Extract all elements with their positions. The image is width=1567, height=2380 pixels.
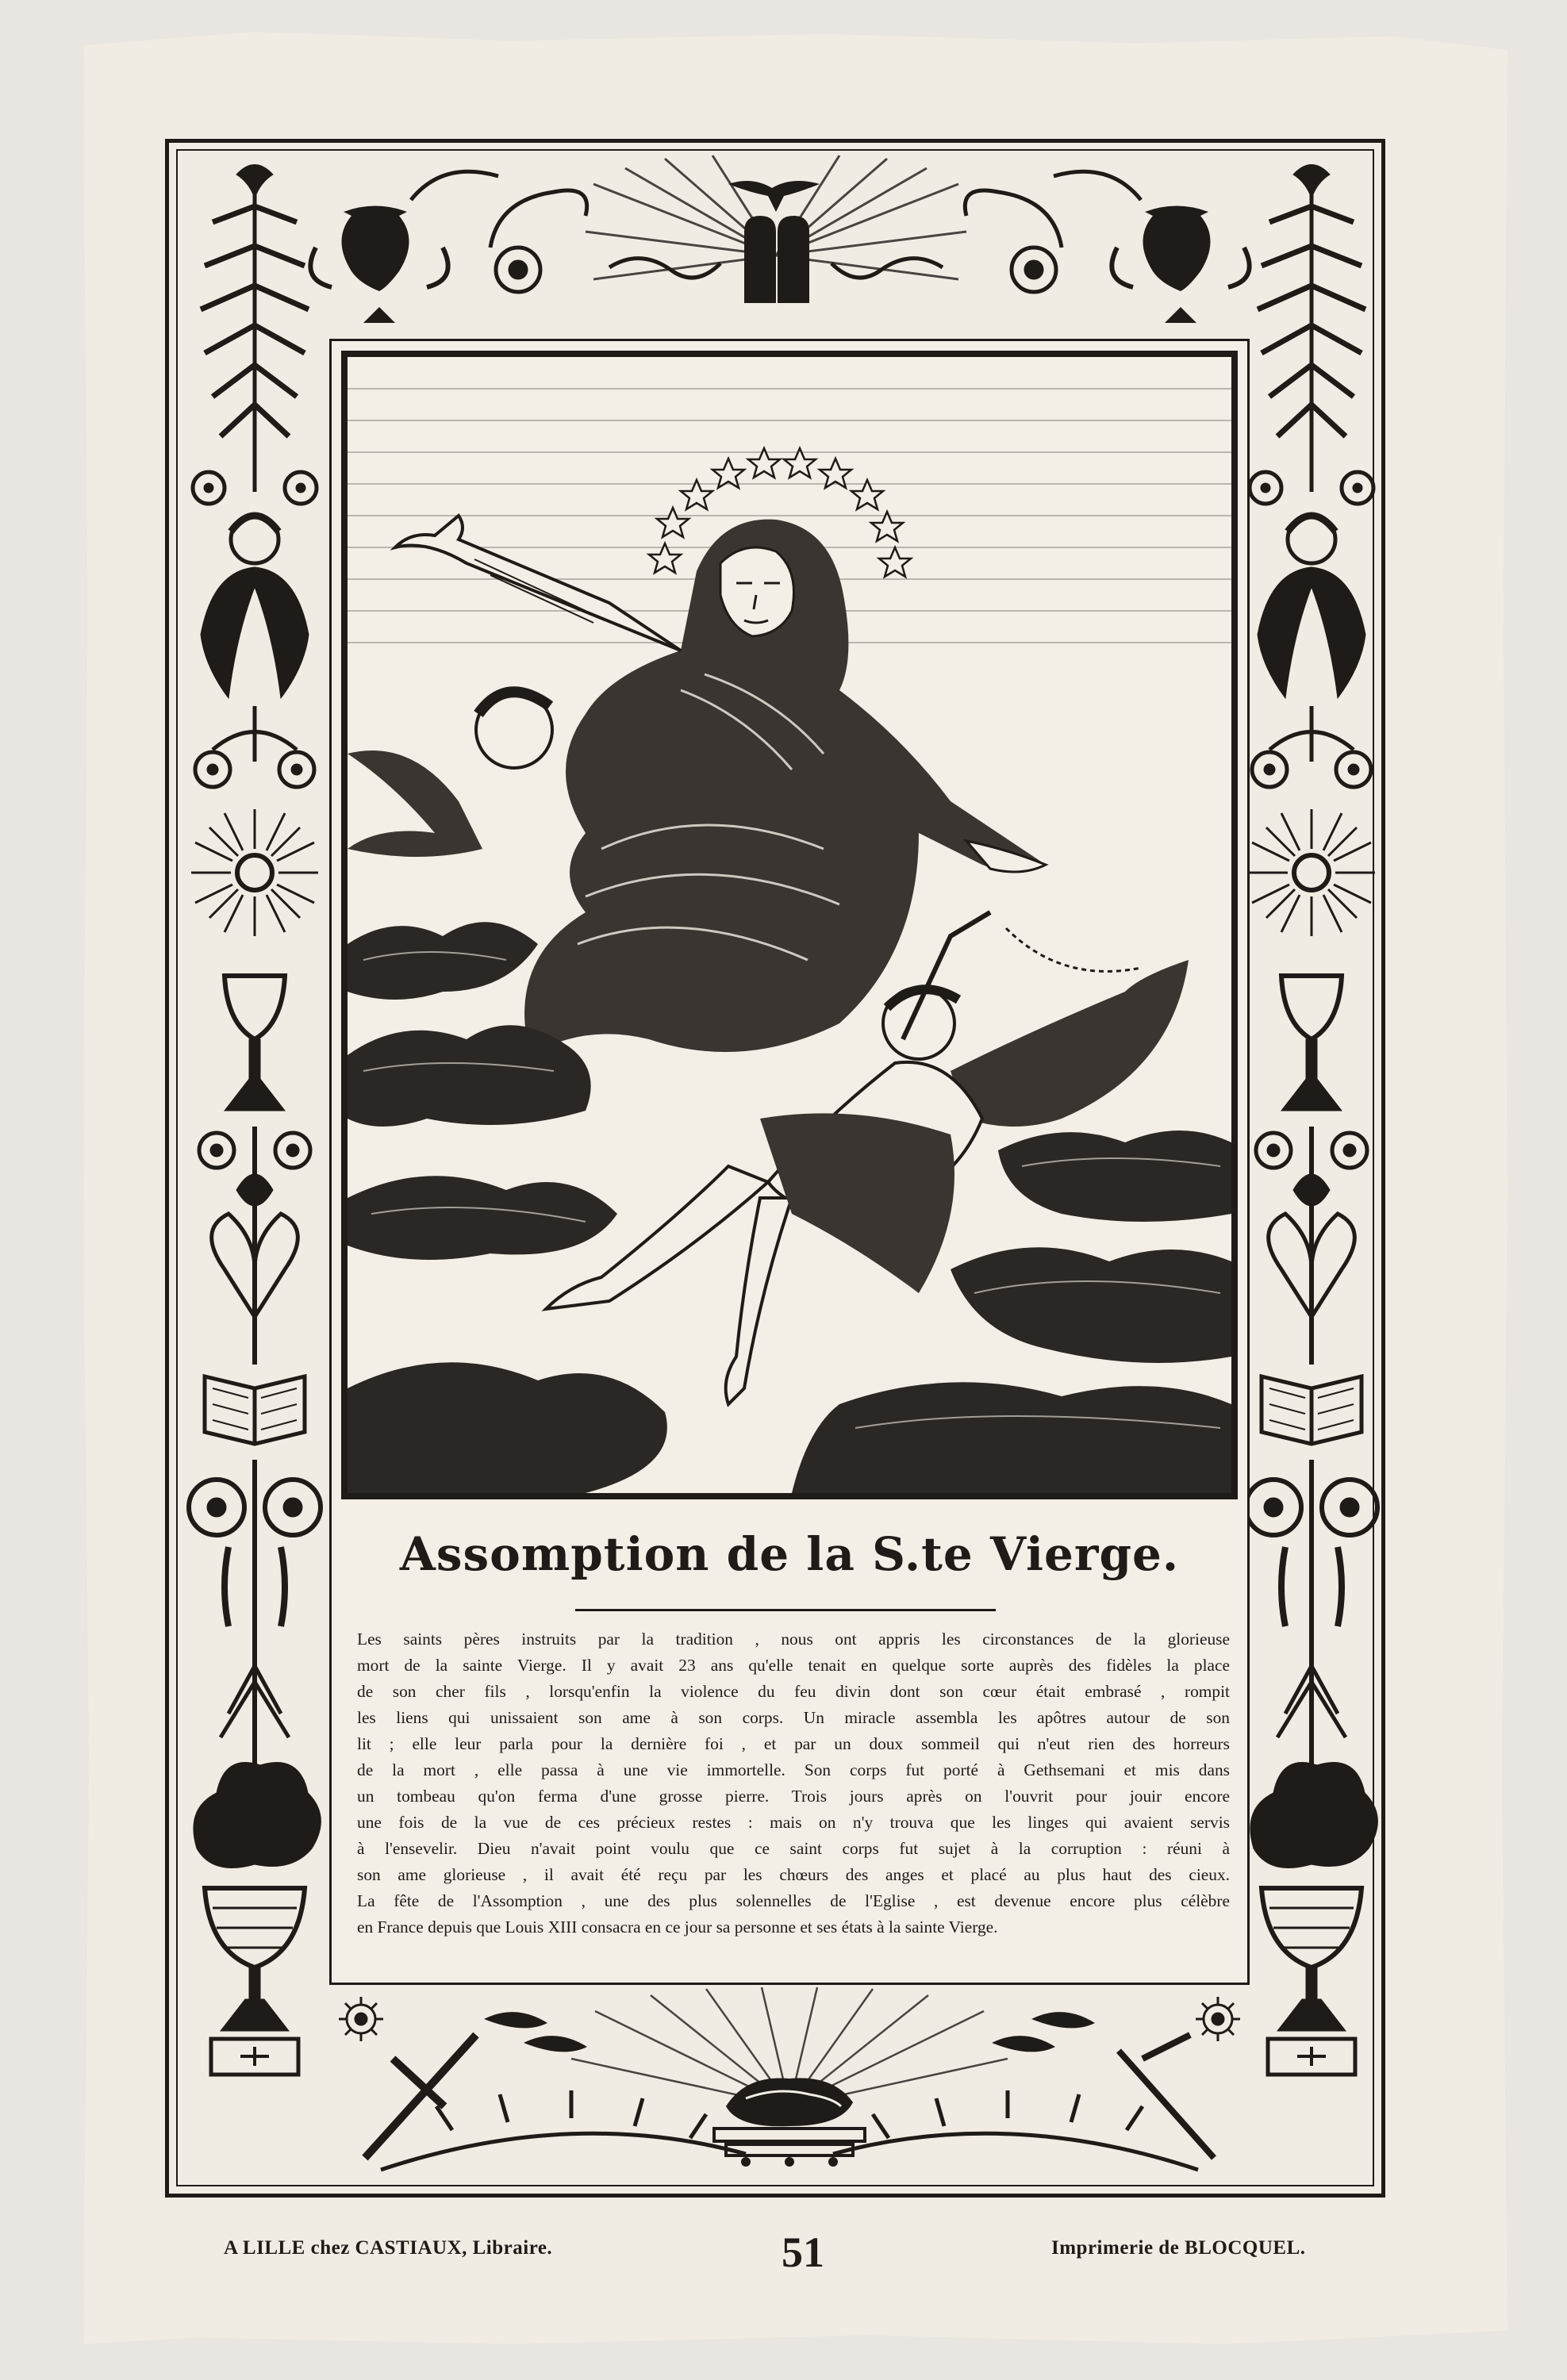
palm-icon — [201, 165, 309, 493]
cloud-icon — [194, 1763, 321, 1868]
cross-icon — [365, 2035, 476, 2158]
right-ornament-column — [1238, 159, 1385, 2198]
chalice-icon — [225, 976, 285, 1111]
title-divider — [575, 1609, 996, 1611]
text-line: à l'ensevelir. Dieu n'avait point voulu que ce saint corps fut sujet à la corruption : réuni à — [357, 1839, 1230, 1858]
cherub-icon — [1258, 516, 1365, 698]
text-line: La fête de l'Assomption , une des plus solennelles de l'Eglise , est devenue encore plus célèbre — [357, 1891, 1230, 1910]
text-line: de son cher fils , lorsqu'enfin la violence du feu divin dont son cœur était embrasé , rompit — [357, 1682, 1230, 1701]
text-line: mort de la sainte Vierge. Il y avait 23 ans qu'elle tenait en quelque sorte auprès des fidèles la place — [357, 1656, 1230, 1675]
cherub-icon — [201, 516, 309, 698]
rosette-icon — [1196, 1997, 1240, 2041]
text-line: en France depuis que Louis XIII consacra en ce jour sa personne et ses états à la sainte Vierge. — [357, 1917, 998, 1937]
chalice-icon — [1281, 976, 1342, 1111]
tablets-icon — [744, 216, 809, 303]
book-icon — [205, 1376, 305, 1444]
urn-icon — [310, 206, 447, 324]
sunburst-icon — [191, 809, 318, 936]
cloud-icon — [1250, 1763, 1377, 1868]
urn-icon — [1112, 206, 1249, 324]
body-text — [357, 1626, 1230, 1940]
text-line: lit ; elle leur parla pour la dernière foi , et par un doux sommeil qui n'eut rien des horreurs — [357, 1734, 1230, 1753]
printer-credit: Imprimerie de BLOCQUEL. — [1051, 2237, 1306, 2259]
left-ornament-column — [181, 159, 328, 2198]
bottom-ornament-band — [333, 1987, 1246, 2190]
rosette-icon — [339, 1997, 383, 2041]
text-line: les liens qui unissaient son ame à son corps. Un miracle assembla les apôtres autour de son — [357, 1708, 1230, 1727]
assumption-engraving — [341, 351, 1238, 1499]
text-line: son ame glorieuse , il avait été reçu par les chœurs des anges et placé au plus haut des cieux. — [357, 1865, 1230, 1884]
text-line: une fois de la vue de ces précieux restes : mais on n'y trouva que les linges qui avaient servis — [357, 1813, 1230, 1832]
book-icon — [1262, 1376, 1362, 1444]
page-title: Assomption de la S.te Vierge. — [399, 1527, 1180, 1581]
text-line: un tombeau qu'on ferma d'une grosse pierre. Trois jours après on l'ouvrit pour jouir encore — [357, 1787, 1230, 1806]
plate-number: 51 — [782, 2228, 824, 2276]
publisher-credit: A LILLE chez CASTIAUX, Libraire. — [224, 2237, 553, 2259]
text-line: Les saints pères instruits par la tradition , nous ont appris les circonstances de la glorieuse — [357, 1630, 1230, 1649]
palm-icon — [1258, 165, 1365, 493]
text-line: de la mort , elle passa à une vie immortelle. Son corps fut porté à Gethsemani et mis dans — [357, 1760, 1230, 1779]
top-ornament-band — [181, 152, 1371, 335]
sunburst-icon — [1248, 809, 1375, 936]
